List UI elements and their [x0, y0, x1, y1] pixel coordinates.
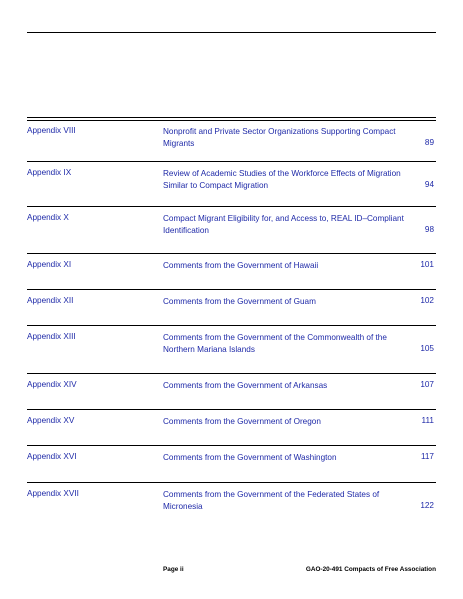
toc-entry-title[interactable]: Nonprofit and Private Sector Organizations Supporting Compact Migrants [163, 127, 396, 148]
toc-page-number[interactable]: 111 [421, 416, 434, 425]
toc-appendix-label[interactable]: Appendix XVI [27, 452, 77, 461]
toc-row[interactable] [27, 483, 436, 515]
toc-row[interactable] [27, 374, 436, 410]
table-of-contents [27, 120, 436, 515]
toc-entry-title[interactable]: Review of Academic Studies of the Workforce Effects of Migration Similar to Compact Migration [163, 169, 401, 190]
toc-page-number[interactable]: 105 [420, 344, 434, 353]
toc-page-number[interactable]: 107 [420, 380, 434, 389]
toc-page-number[interactable]: 117 [420, 452, 434, 461]
toc-page-number[interactable]: 98 [424, 225, 434, 234]
toc-top-rule [27, 117, 436, 118]
toc-row[interactable] [27, 207, 436, 254]
toc-entry-title[interactable]: Comments from the Government of Washington [163, 453, 337, 462]
toc-appendix-label[interactable]: Appendix VIII [27, 126, 76, 135]
toc-appendix-label[interactable]: Appendix XII [27, 296, 74, 305]
toc-page-number[interactable]: 94 [424, 180, 434, 189]
toc-row[interactable] [27, 254, 436, 290]
toc-appendix-label[interactable]: Appendix XVII [27, 489, 79, 498]
toc-page-number[interactable]: 101 [420, 260, 434, 269]
footer-report-id: GAO-20-491 Compacts of Free Association [305, 566, 436, 573]
toc-row[interactable] [27, 446, 436, 483]
toc-row[interactable] [27, 290, 436, 326]
toc-entry-title[interactable]: Compact Migrant Eligibility for, and Access to, REAL ID–Compliant Identification [163, 214, 404, 235]
toc-row[interactable] [27, 326, 436, 374]
footer-page-number: Page ii [163, 566, 184, 573]
toc-appendix-label[interactable]: Appendix XIV [27, 380, 77, 389]
toc-appendix-label[interactable]: Appendix IX [27, 168, 72, 177]
toc-row[interactable] [27, 120, 436, 162]
toc-entry-title[interactable]: Comments from the Government of the Commonwealth of the Northern Mariana Islands [163, 333, 387, 354]
toc-page-number[interactable]: 89 [424, 138, 434, 147]
toc-entry-title[interactable]: Comments from the Government of Hawaii [163, 261, 319, 270]
toc-page-number[interactable]: 102 [420, 296, 434, 305]
toc-appendix-label[interactable]: Appendix X [27, 213, 69, 222]
toc-appendix-label[interactable]: Appendix XI [27, 260, 72, 269]
toc-entry-title[interactable]: Comments from the Government of Oregon [163, 417, 321, 426]
toc-entry-title[interactable]: Comments from the Government of Arkansas [163, 381, 328, 390]
toc-entry-title[interactable]: Comments from the Government of the Federated States of Micronesia [163, 490, 380, 511]
toc-row[interactable] [27, 410, 436, 446]
toc-row[interactable] [27, 162, 436, 207]
header-rule [27, 32, 436, 33]
toc-appendix-label[interactable]: Appendix XIII [27, 332, 76, 341]
toc-page-number[interactable]: 122 [420, 501, 434, 510]
toc-entry-title[interactable]: Comments from the Government of Guam [163, 297, 316, 306]
toc-appendix-label[interactable]: Appendix XV [27, 416, 75, 425]
